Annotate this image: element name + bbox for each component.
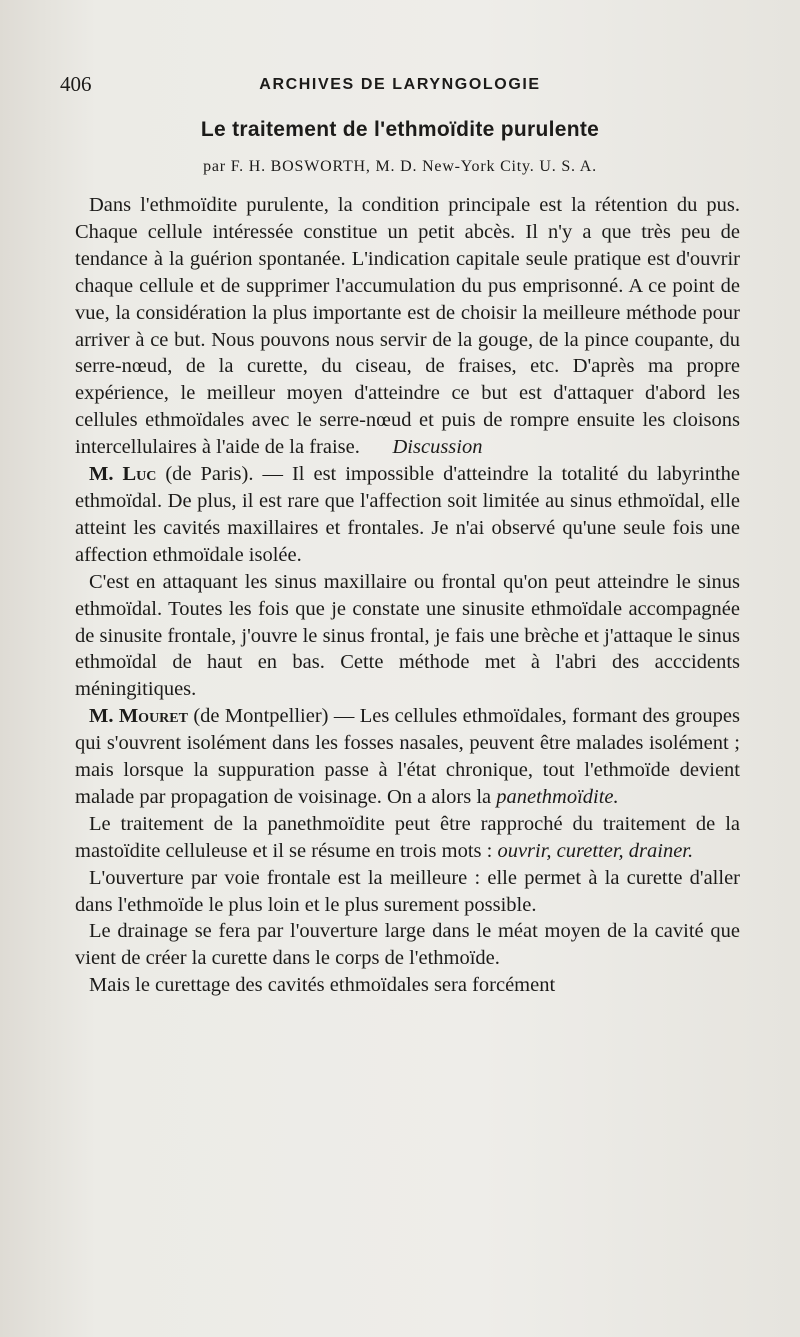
article-byline: par F. H. BOSWORTH, M. D. New-York City. U. S. A. (203, 158, 597, 175)
article-title: Le traitement de l'ethmoïdite purulente (200, 118, 600, 141)
mouret-paragraph-2 (75, 811, 740, 865)
speaker-mouret: M. Mouret (89, 705, 188, 728)
mouret-paragraph-5: Mais le curettage des cavités ethmoïdales sera forcément (89, 974, 556, 997)
speaker-luc-affiliation: (de Paris). — (165, 463, 283, 486)
luc-paragraph-2: C'est en attaquant les sinus maxillaire ou frontal qu'on peut atteindre le sinus ethmoïdal. Toutes les fois que je constate une sinusite ethmoïdale accompagnée de sinusite frontale, j'ouvre le sinus frontal, je fais une brèche et j'attaque le sinus ethmoïdal de haut en bas. Cette méthode met à l'abri des acccidents méningitiques. (75, 570, 740, 701)
luc-text-1: Il est impossible d'atteindre la totalité du labyrinthe ethmoïdal. De plus, il est rare que l'affection soit limitée au sinus ethmoïdal, elle atteint les cavités maxillaires et frontales. Je n'ai observé qu'une seule fois une affection ethmoïdale isolée. (75, 463, 741, 566)
term-ouvrir-curetter-drainer: ouvrir, curetter, drainer. (497, 839, 694, 862)
page-header (60, 72, 740, 102)
running-head: ARCHIVES DE LARYNGOLOGIE (259, 76, 541, 93)
mouret-text-1: Les cellules ethmoïdales, formant des groupes qui s'ouvrent isolément dans les fosses nasales, peuvent être malades isolément ; mais lorsque la suppuration passe à l'état chronique, tout l'ethmoïde devient malade par propagation de voisinage. On a alors la (75, 705, 741, 808)
discussion-heading: Discussion (392, 436, 483, 459)
speaker-mouret-affiliation: (de Montpellier) — (193, 705, 355, 728)
luc-paragraph-1 (75, 461, 740, 569)
speaker-luc: M. Luc (89, 463, 157, 486)
mouret-paragraph-3: L'ouverture par voie frontale est la meilleure : elle permet à la curette d'aller dans l'ethmoïde le plus loin et le plus surement possible. (75, 866, 740, 916)
intro-paragraph: Dans l'ethmoïdite purulente, la condition principale est la rétention du pus. Chaque cellule intéressée constitue un petit abcès. Il n'y a que très peu de tendance à la guérion spontanée. L'indication capitale seule pratique est d'ouvrir chaque cellule et de supprimer l'accumulation du pus emprisonné. A ce point de vue, la considération la plus importante est de choisir la meilleure méthode pour arriver à ce but. Nous pouvons nous servir de la gouge, de la pince coupante, du serre-nœud, de la curette, du ciseau, de fraises, etc. D'après ma propre expérience, le meilleur moyen d'atteindre ce but est d'attaquer d'abord les cellules ethmoïdales avec le serre-nœud et puis de rompre ensuite les cloisons intercellulaires à l'aide de la fraise. (75, 194, 740, 459)
mouret-paragraph-1 (75, 703, 740, 811)
mouret-text-2: Le traitement de la panethmoïdite peut être rapproché du traitement de la mastoïdite celluleuse et il se résume en trois mots : (75, 812, 740, 862)
term-panethmoidite: panethmoïdite. (496, 785, 619, 808)
page-number: 406 (60, 72, 92, 96)
mouret-paragraph-4: Le drainage se fera par l'ouverture large dans le méat moyen de la cavité que vient de créer la curette dans le corps de l'ethmoïde. (75, 920, 740, 970)
article-body (75, 192, 740, 999)
